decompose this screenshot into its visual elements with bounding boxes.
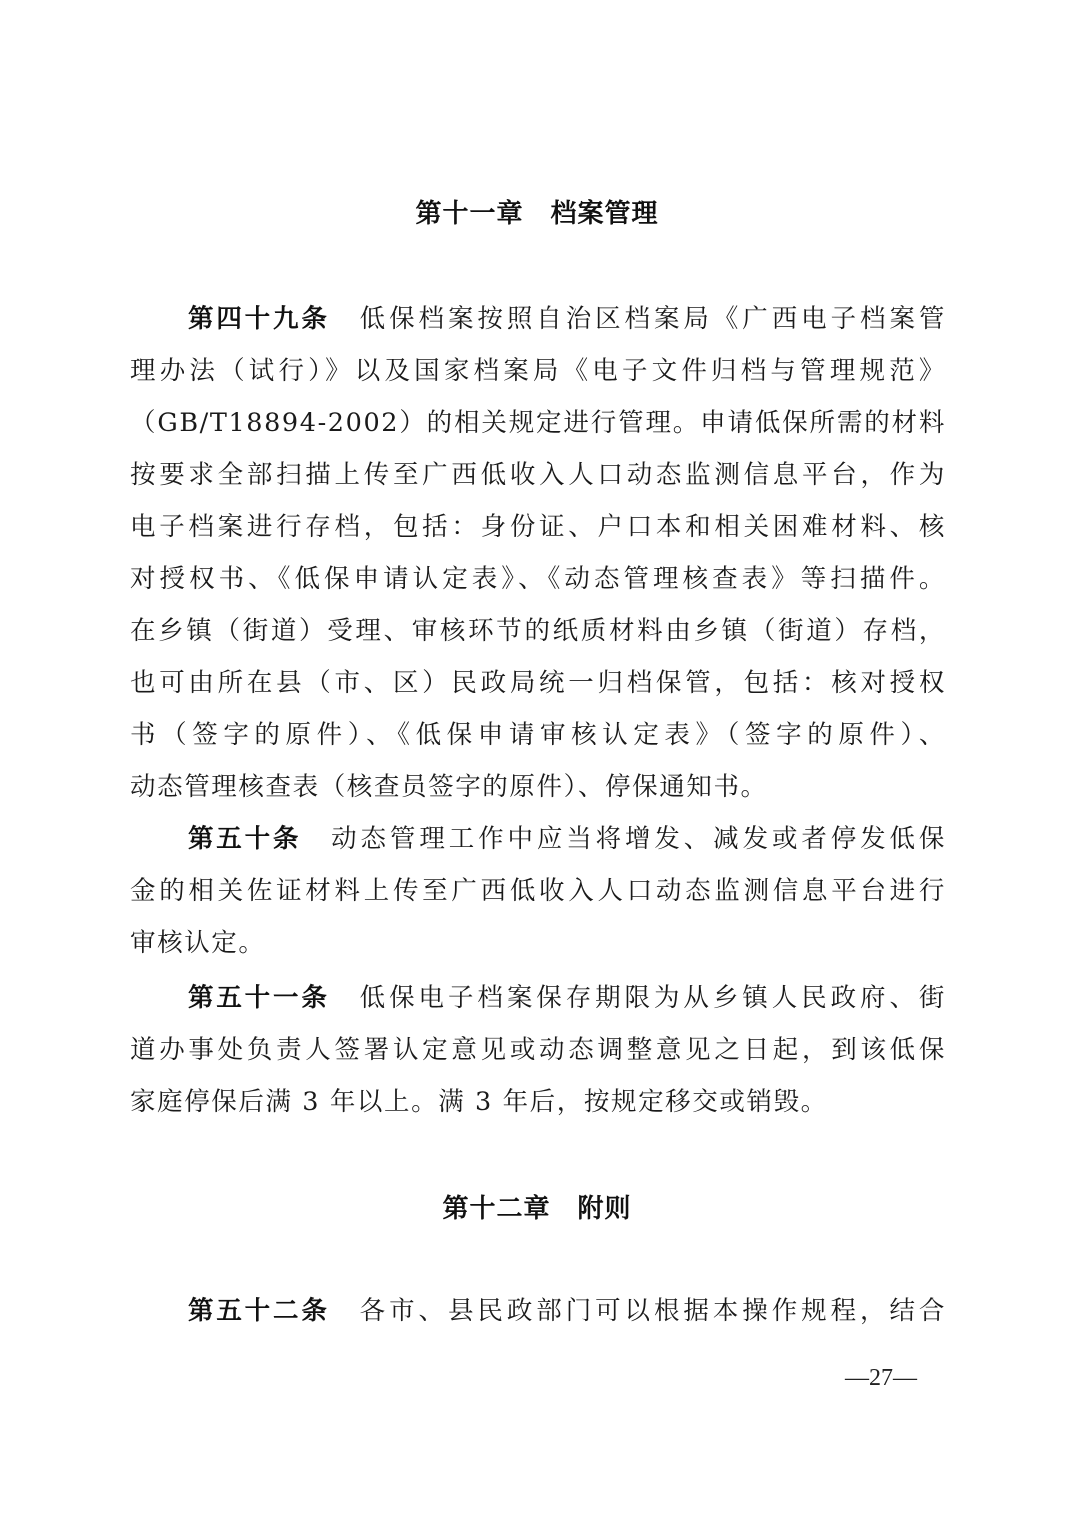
article-number: 第五十二条: [188, 1296, 330, 1326]
article-52: [130, 1285, 946, 1337]
article-line: 道办事处负责人签署认定意见或动态调整意见之日起，到该低保: [130, 1035, 946, 1065]
article-line: 对授权书、《低保申请认定表》、《动态管理核查表》等扫描件。: [130, 564, 946, 594]
chapter-title: 第十一章 档案管理: [415, 199, 659, 229]
article-number: 第四十九条: [188, 304, 330, 334]
article-text: 各市、县民政部门可以根据本操作规程，结合: [359, 1296, 946, 1326]
article-line: [130, 972, 946, 1024]
article-line: 金的相关佐证材料上传至广西低收入人口动态监测信息平台进行: [130, 876, 946, 906]
article-line: 书（签字的原件）、《低保申请审核认定表》（签字的原件）、: [130, 720, 946, 750]
article-line: [130, 1285, 946, 1337]
article-line: 动态管理核查表（核查员签字的原件）、停保通知书。: [130, 772, 768, 802]
article-line: 理办法（试行）》以及国家档案局《电子文件归档与管理规范》: [130, 356, 946, 386]
article-number: 第五十条: [188, 824, 302, 854]
article-text: 低保档案按照自治区档案局《广西电子档案管: [359, 304, 946, 334]
article-line: [130, 293, 946, 345]
article-49: [130, 293, 946, 813]
article-line: 按要求全部扫描上传至广西低收入人口动态监测信息平台，作为: [130, 460, 946, 490]
chapter-title: 第十二章 附则: [442, 1194, 632, 1224]
article-line: [130, 813, 946, 865]
article-51: [130, 972, 946, 1128]
article-text: 动态管理工作中应当将增发、减发或者停发低保: [331, 824, 946, 854]
article-line: 在乡镇（街道）受理、审核环节的纸质材料由乡镇（街道）存档，: [130, 616, 946, 646]
article-number: 第五十一条: [188, 983, 330, 1013]
article-line: 也可由所在县（市、区）民政局统一归档保管，包括：核对授权: [130, 668, 946, 698]
page-number: —27—: [845, 1365, 917, 1391]
article-line: 审核认定。: [130, 928, 266, 958]
article-text: 低保电子档案保存期限为从乡镇人民政府、街: [359, 983, 946, 1013]
article-50: [130, 813, 946, 969]
article-line: （GB/T18894-2002）的相关规定进行管理。申请低保所需的材料: [130, 408, 946, 438]
article-line: 电子档案进行存档，包括：身份证、户口本和相关困难材料、核: [130, 512, 946, 542]
article-line: 家庭停保后满 3 年以上。满 3 年后，按规定移交或销毁。: [130, 1087, 828, 1117]
